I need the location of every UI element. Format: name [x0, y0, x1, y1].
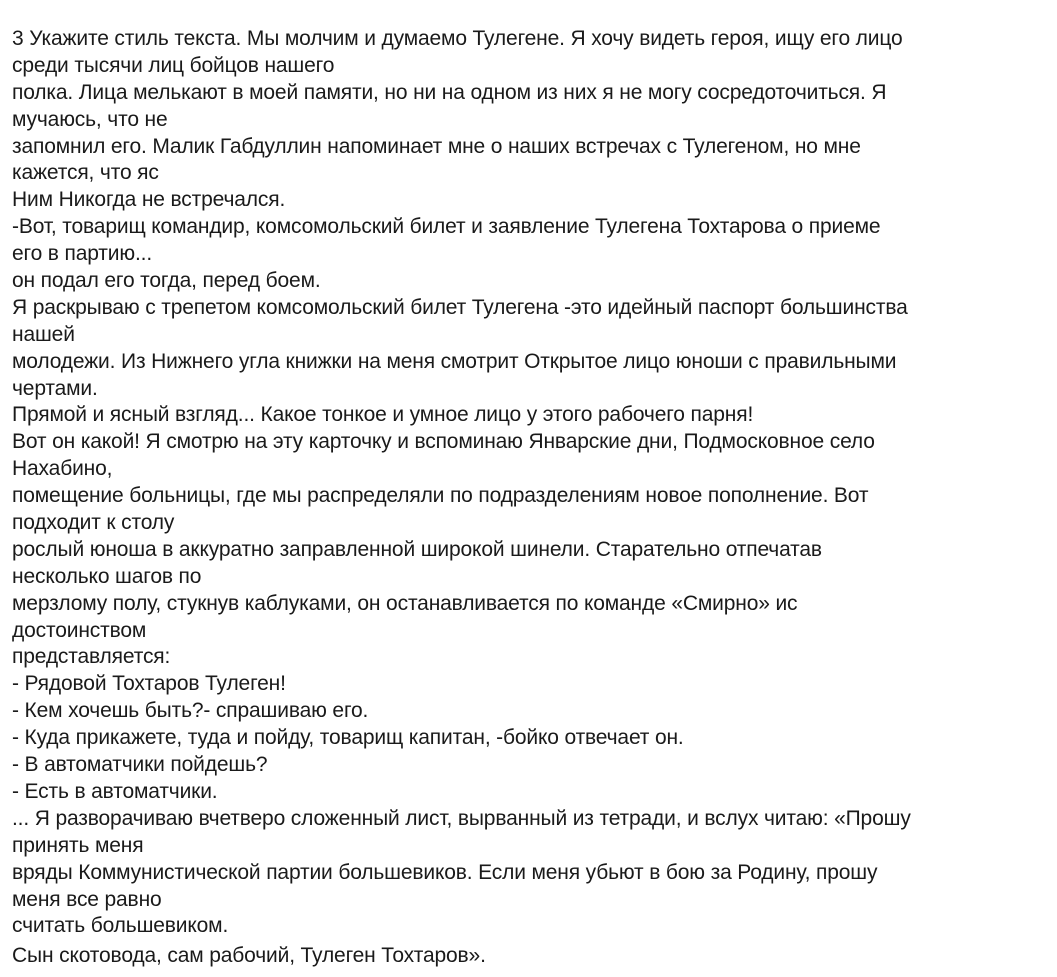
text-line: представляется: [12, 645, 171, 669]
text-line: Ним Никогда не встречался. [12, 188, 286, 212]
text-line: Вот он какой! Я смотрю на эту карточку и вспоминаю Январские дни, Подмосковное село [12, 430, 875, 454]
text-line: рослый юноша в аккуратно заправленной широкой шинели. Старательно отпечатав [12, 537, 822, 561]
text-line: Я раскрываю с трепетом комсомольский билет Тулегена -это идейный паспорт большинства [12, 295, 908, 319]
text-line: полка. Лица мелькают в моей памяти, но ни на одном из них я не могу сосредоточиться. Я [12, 80, 887, 104]
text-line: считать большевиком. [12, 914, 229, 938]
text-line: 3 Укажите стиль текста. Мы молчим и думаемо Тулегене. Я хочу видеть героя, ищу его лицо [12, 27, 903, 50]
text-line: - В автоматчики пойдешь? [12, 753, 268, 777]
text-line: ... Я разворачиваю вчетверо сложенный лист, вырванный из тетради, и вслух читаю: «Прошу [12, 806, 911, 830]
text-line: Прямой и ясный взгляд... Какое тонкое и умное лицо у этого рабочего парня! [12, 403, 754, 427]
text-line: кажется, что яс [12, 161, 159, 185]
text-line: чертами. [12, 376, 98, 400]
text-line: мерзлому полу, стукнув каблуками, он останавливается по команде «Смирно» ис [12, 591, 798, 615]
text-line: молодежи. Из Нижнего угла книжки на меня смотрит Открытое лицо юноши с правильными [12, 349, 897, 373]
text-line: его в партию... [12, 242, 153, 266]
text-line: - Есть в автоматчики. [12, 779, 218, 803]
text-line: - Кем хочешь быть?- спрашиваю его. [12, 699, 369, 723]
text-line: помещение больницы, где мы распределяли по подразделениям новое пополнение. Вот [12, 484, 869, 508]
text-line: мучаюсь, что не [12, 107, 168, 131]
text-line: достоинством [12, 618, 147, 642]
text-line: вряды Коммунистической партии большевиков. Если меня убьют в бою за Родину, прошу [12, 860, 878, 884]
text-line: Нахабино, [12, 457, 113, 481]
document-text [12, 26, 1047, 970]
text-line: -Вот, товарищ командир, комсомольский билет и заявление Тулегена Тохтарова о приеме [12, 215, 881, 239]
text-line: он подал его тогда, перед боем. [12, 269, 321, 293]
text-line: Сын скотовода, сам рабочий, Тулеген Тохтаров». [12, 944, 486, 968]
text-line: запомнил его. Малик Габдуллин напоминает мне о наших встречах с Тулегеном, но мне [12, 134, 861, 158]
text-line: - Рядовой Тохтаров Тулеген! [12, 672, 286, 696]
text-line: меня все равно [12, 887, 162, 911]
text-line: принять меня [12, 833, 144, 857]
text-line: несколько шагов по [12, 564, 202, 588]
text-line: - Куда прикажете, туда и пойду, товарищ капитан, -бойко отвечает он. [12, 726, 684, 750]
text-line: нашей [12, 322, 75, 346]
text-line: подходит к столу [12, 511, 175, 535]
text-line: среди тысячи лиц бойцов нашего [12, 53, 335, 77]
